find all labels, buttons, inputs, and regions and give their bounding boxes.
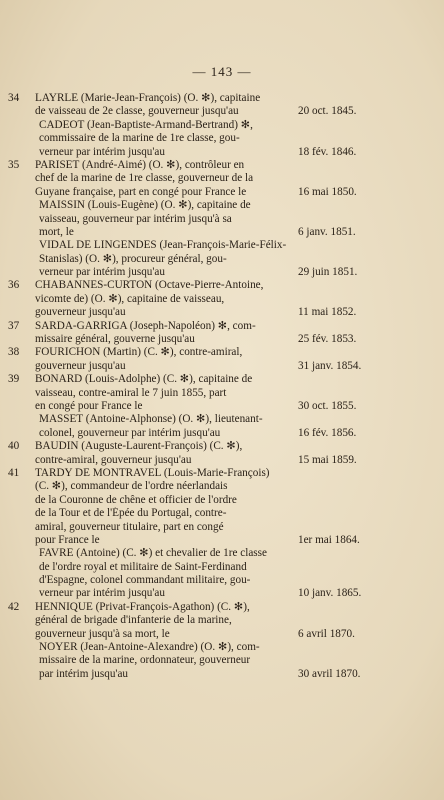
entry-number: 38 — [8, 346, 20, 359]
list-line — [0, 119, 444, 132]
entry-text: CHABANNES-CURTON (Octave-Pierre-Antoine, — [35, 279, 264, 292]
list-line — [0, 521, 444, 534]
entry-text: LAYRLE (Marie-Jean-François) (O. ✻), capitaine — [35, 92, 261, 104]
entry-text: colonel, gouverneur par intérim jusqu'au — [39, 426, 221, 439]
list-line — [0, 360, 444, 373]
entry-number: 39 — [8, 373, 20, 386]
list-line — [0, 400, 444, 413]
list-line — [0, 92, 444, 105]
list-line — [0, 266, 444, 279]
list-line — [0, 641, 444, 654]
list-line — [0, 454, 444, 467]
list-line — [0, 186, 444, 199]
entry-text: vicomte de) (O. ✻), capitaine de vaisseau, — [35, 292, 225, 305]
list-line — [0, 494, 444, 507]
entry-date: 18 fév. 1846. — [298, 145, 357, 158]
list-line — [0, 427, 444, 440]
entry-text: BAUDIN (Auguste-Laurent-François) (C. ✻), — [35, 440, 243, 453]
entry-text: verneur par intérim jusqu'au — [39, 587, 165, 600]
entry-text: de la Tour et de l'Épée du Portugal, contre- — [35, 507, 227, 520]
list-line — [0, 614, 444, 627]
list-line — [0, 440, 444, 453]
entry-text: de vaisseau de 2e classe, gouverneur jusqu'au — [35, 105, 239, 118]
entry-text: MAISSIN (Louis-Eugène) (O. ✻), capitaine de — [39, 199, 251, 212]
entry-text: PARISET (André-Aimé) (O. ✻), contrôleur en — [35, 158, 245, 171]
entry-date: 29 juin 1851. — [298, 266, 358, 279]
entry-date: 30 avril 1870. — [298, 667, 361, 680]
entry-date: 6 janv. 1851. — [298, 225, 356, 238]
entry-text: FAVRE (Antoine) (C. ✻) et chevalier de 1re classe — [39, 547, 267, 560]
entry-text: TARDY DE MONTRAVEL (Louis-Marie-François) — [35, 466, 270, 479]
entry-date: 15 mai 1859. — [298, 453, 357, 466]
entry-text: FOURICHON (Martin) (C. ✻), contre-amiral, — [35, 346, 243, 359]
list-line — [0, 654, 444, 667]
entry-text: en congé pour France le — [35, 399, 143, 412]
entry-date: 30 oct. 1855. — [298, 399, 357, 412]
entry-text: gouverneur jusqu'au — [35, 359, 126, 372]
entry-text: pour France le — [35, 533, 100, 546]
list-line — [0, 333, 444, 346]
entry-text: vaisseau, gouverneur par intérim jusqu'à sa — [39, 212, 232, 225]
list-line — [0, 159, 444, 172]
entry-text: Stanislas) (O. ✻), procureur général, gou- — [39, 252, 227, 265]
list-line — [0, 574, 444, 587]
entry-date: 25 fév. 1853. — [298, 333, 357, 346]
entry-text: mort, le — [39, 225, 74, 238]
list-line — [0, 105, 444, 118]
entry-number: 36 — [8, 279, 20, 292]
entry-text: chef de la marine de 1re classe, gouverneur de la — [35, 172, 254, 185]
entry-text: gouverneur jusqu'au — [35, 306, 126, 319]
entry-text: SARDA-GARRIGA (Joseph-Napoléon) ✻, com- — [35, 319, 256, 332]
entry-number: 41 — [8, 466, 20, 479]
entry-text: verneur par intérim jusqu'au — [39, 266, 165, 279]
entry-number: 34 — [8, 92, 20, 104]
entry-text: vaisseau, contre-amiral le 7 juin 1855, part — [35, 386, 227, 399]
governor-list — [0, 92, 444, 681]
list-line — [0, 373, 444, 386]
entry-date: 16 mai 1850. — [298, 185, 357, 198]
list-line — [0, 146, 444, 159]
entry-date: 20 oct. 1845. — [298, 105, 357, 118]
list-line — [0, 199, 444, 212]
list-line — [0, 628, 444, 641]
list-line — [0, 480, 444, 493]
list-line — [0, 467, 444, 480]
entry-text: commissaire de la marine de 1re classe, gou- — [39, 132, 240, 145]
list-line — [0, 507, 444, 520]
entry-number: 42 — [8, 600, 20, 613]
list-line — [0, 587, 444, 600]
entry-text: Guyane française, part en congé pour France le — [35, 185, 247, 198]
list-line — [0, 279, 444, 292]
entry-text: contre-amiral, gouverneur jusqu'au — [35, 453, 192, 466]
list-line — [0, 387, 444, 400]
list-line — [0, 346, 444, 359]
entry-date: 6 avril 1870. — [298, 627, 355, 640]
list-line — [0, 132, 444, 145]
list-line — [0, 534, 444, 547]
entry-text: (C. ✻), commandeur de l'ordre néerlandais — [35, 480, 228, 493]
list-line — [0, 226, 444, 239]
entry-text: HENNIQUE (Privat-François-Agathon) (C. ✻), — [35, 600, 250, 613]
entry-text: amiral, gouverneur titulaire, part en congé — [35, 520, 224, 533]
entry-text: missaire de la marine, ordonnateur, gouverneur — [39, 654, 251, 667]
list-line — [0, 306, 444, 319]
entry-text: général de brigade d'infanterie de la marine, — [35, 614, 232, 627]
list-line — [0, 547, 444, 560]
entry-date: 16 fév. 1856. — [298, 426, 357, 439]
list-line — [0, 668, 444, 681]
entry-date: 31 janv. 1854. — [298, 359, 362, 372]
entry-text: MASSET (Antoine-Alphonse) (O. ✻), lieutenant- — [39, 413, 263, 426]
entry-text: CADEOT (Jean-Baptiste-Armand-Bertrand) ✻, — [39, 118, 253, 131]
list-line — [0, 413, 444, 426]
entry-date: 11 mai 1852. — [298, 306, 357, 319]
entry-number: 35 — [8, 158, 20, 171]
list-line — [0, 239, 444, 252]
entry-text: par intérim jusqu'au — [39, 667, 129, 680]
entry-text: de la Couronne de chêne et officier de l'ordre — [35, 493, 237, 506]
entry-text: missaire général, gouverne jusqu'au — [35, 333, 195, 346]
list-line — [0, 253, 444, 266]
entry-number: 37 — [8, 319, 20, 332]
entry-text: de l'ordre royal et militaire de Saint-Ferdinand — [39, 560, 247, 573]
entry-date: 10 janv. 1865. — [298, 587, 362, 600]
entry-date: 1er mai 1864. — [298, 533, 360, 546]
list-line — [0, 601, 444, 614]
entry-text: gouverneur jusqu'à sa mort, le — [35, 627, 170, 640]
list-line — [0, 293, 444, 306]
entry-text: BONARD (Louis-Adolphe) (C. ✻), capitaine de — [35, 373, 253, 386]
entry-text: NOYER (Jean-Antoine-Alexandre) (O. ✻), com- — [39, 641, 260, 654]
entry-text: verneur par intérim jusqu'au — [39, 145, 165, 158]
list-line — [0, 561, 444, 574]
list-line — [0, 320, 444, 333]
entry-text: VIDAL DE LINGENDES (Jean-François-Marie-Félix- — [39, 239, 287, 252]
entry-text: d'Espagne, colonel commandant militaire, gou- — [39, 574, 251, 587]
list-line — [0, 213, 444, 226]
page-number: — 143 — — [192, 64, 252, 79]
list-line — [0, 172, 444, 185]
entry-number: 40 — [8, 440, 20, 453]
